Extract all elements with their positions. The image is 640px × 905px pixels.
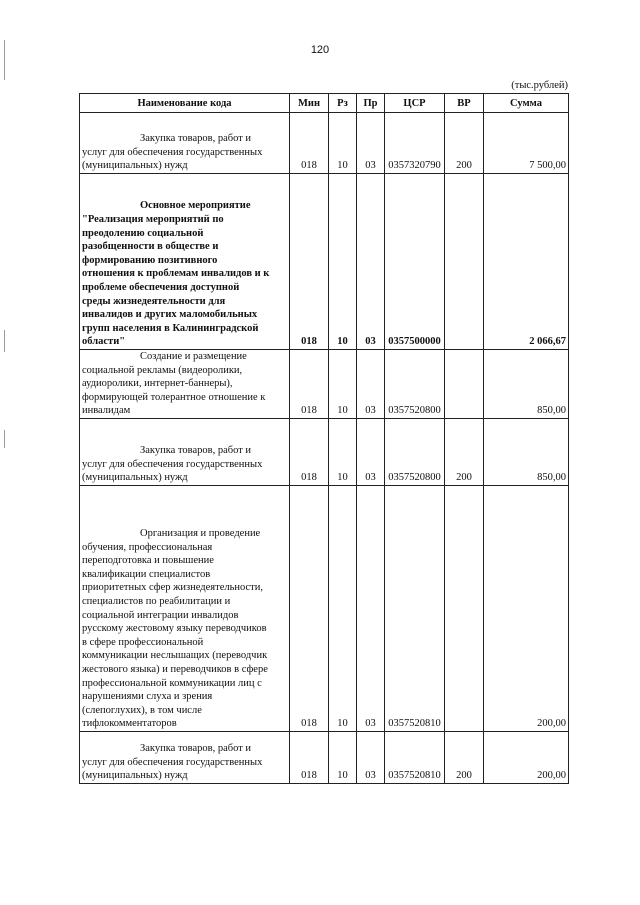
row-name-line: обучения, профессиональная (82, 541, 213, 553)
row-csr: 0357500000 (385, 174, 445, 350)
row-min: 018 (290, 419, 329, 486)
table-header-row (80, 94, 569, 113)
page-binding-marks (4, 0, 8, 905)
page-number: 120 (310, 44, 330, 56)
row-name-line: в сфере профессиональной (82, 636, 204, 648)
header-min: Мин (290, 94, 329, 113)
table-row (80, 486, 569, 732)
row-name-line: "Реализация мероприятий по (82, 214, 224, 226)
row-csr: 0357320790 (385, 113, 445, 174)
row-vr (445, 486, 484, 732)
row-name-line: преодолению социальной (82, 227, 204, 239)
row-name-line: аудиоролики, интернет-баннеры), (82, 378, 233, 390)
budget-table (79, 93, 569, 784)
row-name-line: разобщенности в обществе и (82, 241, 219, 253)
row-rz: 10 (329, 732, 357, 784)
row-name (80, 113, 290, 174)
row-name-line: социальной интеграции инвалидов (82, 609, 239, 621)
row-name-line: специалистов по реабилитации и (82, 596, 231, 608)
row-min: 018 (290, 174, 329, 350)
table-row (80, 174, 569, 350)
row-vr: 200 (445, 732, 484, 784)
row-name-line: услуг для обеспечения государственных (82, 146, 263, 158)
row-name (80, 419, 290, 486)
row-vr: 200 (445, 113, 484, 174)
header-name: Наименование кода (80, 94, 290, 113)
row-sum: 2 066,67 (484, 174, 569, 350)
row-min: 018 (290, 486, 329, 732)
row-csr: 0357520810 (385, 732, 445, 784)
row-name-line: профессиональной коммуникации лиц с (82, 677, 262, 689)
row-pr: 03 (357, 732, 385, 784)
row-name-line: (муниципальных) нужд (82, 160, 188, 172)
row-name-line: среды жизнедеятельности для (82, 295, 226, 307)
row-min: 018 (290, 732, 329, 784)
row-name-line: Закупка товаров, работ и (140, 445, 252, 457)
row-rz: 10 (329, 174, 357, 350)
table-row (80, 732, 569, 784)
header-pr: Пр (357, 94, 385, 113)
row-name (80, 486, 290, 732)
row-name-line: формированию позитивного (82, 254, 218, 266)
row-vr (445, 174, 484, 350)
row-csr: 0357520810 (385, 486, 445, 732)
row-name-line: переподготовка и повышение (82, 555, 214, 567)
row-name (80, 350, 290, 419)
row-csr: 0357520800 (385, 419, 445, 486)
row-name-line: (слепоглухих), в том числе (82, 704, 202, 716)
table-row (80, 350, 569, 419)
row-name-line: Создание и размещение (140, 351, 247, 363)
units-label: (тыс.рублей) (511, 80, 568, 91)
header-vr: ВР (445, 94, 484, 113)
row-sum: 850,00 (484, 419, 569, 486)
row-name-line: Закупка товаров, работ и (140, 743, 252, 755)
row-name-line: услуг для обеспечения государственных (82, 756, 263, 768)
row-pr: 03 (357, 174, 385, 350)
row-name-line: инвалидов и других маломобильных (82, 309, 258, 321)
row-name-line: отношения к проблемам инвалидов и к (82, 268, 270, 280)
row-rz: 10 (329, 486, 357, 732)
table-row (80, 419, 569, 486)
row-name-line: (муниципальных) нужд (82, 472, 188, 484)
row-name-line: тифлокомментаторов (82, 718, 177, 730)
row-name-line: Основное мероприятие (140, 200, 251, 212)
row-name-line: проблеме обеспечения доступной (82, 282, 240, 294)
row-pr: 03 (357, 113, 385, 174)
row-rz: 10 (329, 419, 357, 486)
row-pr: 03 (357, 350, 385, 419)
row-name-line: инвалидам (82, 405, 131, 417)
row-min: 018 (290, 113, 329, 174)
table-row (80, 113, 569, 174)
row-pr: 03 (357, 419, 385, 486)
row-name-line: Организация и проведение (140, 528, 261, 540)
row-sum: 200,00 (484, 732, 569, 784)
header-rz: Рз (329, 94, 357, 113)
row-name-line: услуг для обеспечения государственных (82, 458, 263, 470)
header-sum: Сумма (484, 94, 569, 113)
row-pr: 03 (357, 486, 385, 732)
row-rz: 10 (329, 350, 357, 419)
row-name-line: Закупка товаров, работ и (140, 133, 252, 145)
row-name (80, 732, 290, 784)
row-name (80, 174, 290, 350)
row-name-line: коммуникации неслышащих (переводчик (82, 650, 268, 662)
row-min: 018 (290, 350, 329, 419)
row-name-line: нарушениями слуха и зрения (82, 691, 213, 703)
row-csr: 0357520800 (385, 350, 445, 419)
row-sum: 200,00 (484, 486, 569, 732)
row-name-line: социальной рекламы (видеоролики, (82, 364, 243, 376)
row-rz: 10 (329, 113, 357, 174)
row-sum: 850,00 (484, 350, 569, 419)
row-vr: 200 (445, 419, 484, 486)
table-body (80, 113, 569, 784)
header-csr: ЦСР (385, 94, 445, 113)
row-name-line: области" (82, 336, 126, 348)
row-name-line: квалификации специалистов (82, 568, 211, 580)
row-name-line: приоритетных сфер жизнедеятельности, (82, 582, 264, 594)
row-name-line: групп населения в Калининградской (82, 322, 259, 334)
row-vr (445, 350, 484, 419)
row-name-line: русскому жестовому языку переводчиков (82, 623, 267, 635)
row-name-line: (муниципальных) нужд (82, 770, 188, 782)
row-sum: 7 500,00 (484, 113, 569, 174)
row-name-line: жестового языка) и переводчиков в сфере (82, 664, 268, 676)
row-name-line: формирующей толерантное отношение к (82, 391, 266, 403)
